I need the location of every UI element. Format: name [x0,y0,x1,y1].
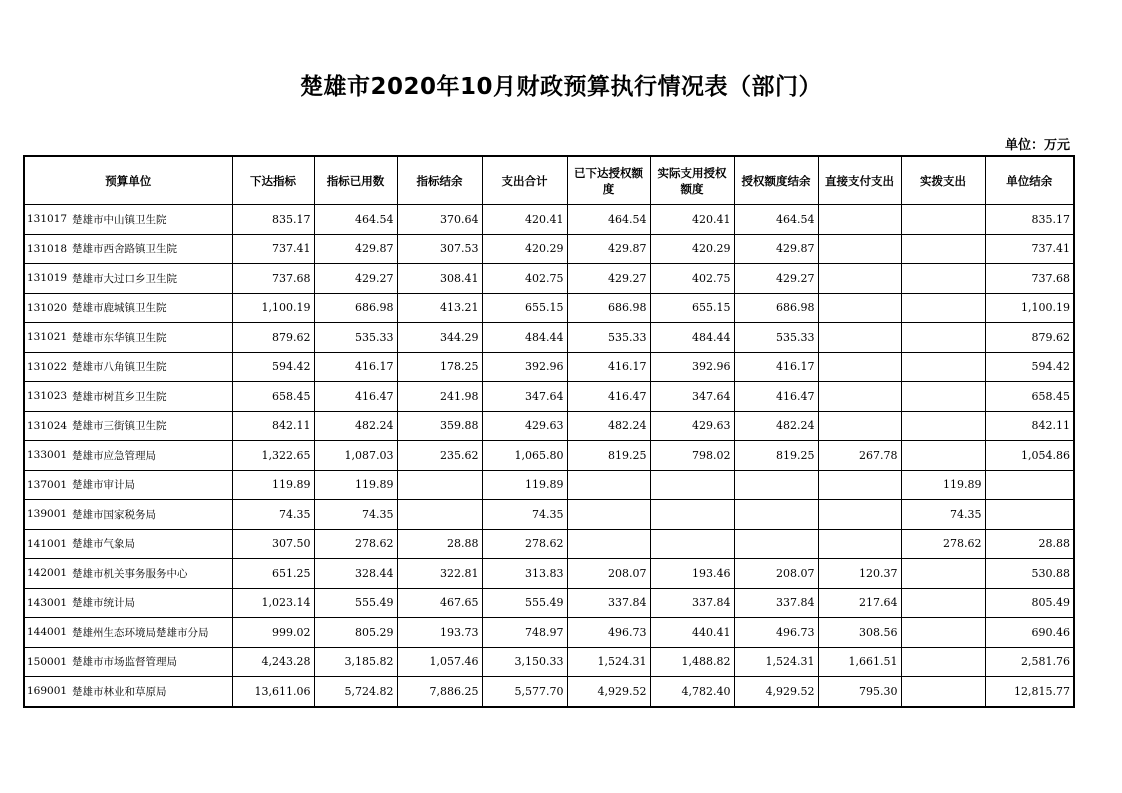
value-cell: 1,322.65 [232,441,314,471]
unit-code: 150001 [24,647,70,677]
value-cell: 484.44 [650,323,734,353]
value-cell: 737.68 [232,264,314,294]
value-cell: 313.83 [482,559,567,589]
value-cell [901,677,985,707]
value-cell: 420.41 [650,205,734,235]
value-cell: 535.33 [567,323,650,353]
value-cell: 686.98 [314,293,397,323]
value-cell: 1,065.80 [482,441,567,471]
value-cell [901,411,985,441]
table-body [24,205,1074,707]
value-cell: 999.02 [232,618,314,648]
value-cell: 413.21 [397,293,482,323]
value-cell: 530.88 [985,559,1074,589]
table-row [24,559,1074,589]
value-cell [567,529,650,559]
value-cell: 690.46 [985,618,1074,648]
value-cell: 416.47 [314,382,397,412]
value-cell: 337.84 [734,588,818,618]
value-cell [818,352,901,382]
value-cell: 464.54 [314,205,397,235]
value-cell: 4,782.40 [650,677,734,707]
value-cell: 4,929.52 [567,677,650,707]
value-cell [901,234,985,264]
value-cell: 686.98 [734,293,818,323]
value-cell: 235.62 [397,441,482,471]
value-cell: 535.33 [314,323,397,353]
unit-code: 131020 [24,293,70,323]
value-cell: 337.84 [650,588,734,618]
unit-name: 楚雄州生态环境局楚雄市分局 [70,618,232,648]
value-cell [818,264,901,294]
value-cell: 5,577.70 [482,677,567,707]
value-cell: 308.41 [397,264,482,294]
value-cell: 879.62 [232,323,314,353]
value-cell: 835.17 [985,205,1074,235]
value-cell: 658.45 [985,382,1074,412]
value-cell [818,234,901,264]
value-cell [901,352,985,382]
value-cell: 119.89 [901,470,985,500]
value-cell: 119.89 [232,470,314,500]
value-cell [397,500,482,530]
value-cell: 74.35 [232,500,314,530]
value-cell [650,529,734,559]
value-cell: 307.50 [232,529,314,559]
table-row [24,234,1074,264]
value-cell: 482.24 [314,411,397,441]
value-cell: 429.27 [567,264,650,294]
unit-code: 133001 [24,441,70,471]
value-cell: 429.27 [314,264,397,294]
unit-name: 楚雄市三街镇卫生院 [70,411,232,441]
unit-code: 137001 [24,470,70,500]
value-cell [650,470,734,500]
value-cell: 347.64 [482,382,567,412]
value-cell: 1,488.82 [650,647,734,677]
table-row [24,264,1074,294]
value-cell [397,470,482,500]
unit-name: 楚雄市市场监督管理局 [70,647,232,677]
value-cell [901,205,985,235]
value-cell [818,529,901,559]
value-cell [734,529,818,559]
value-cell: 267.78 [818,441,901,471]
col-header-actual-auth: 实际支用授权额度 [650,156,734,205]
value-cell: 344.29 [397,323,482,353]
value-cell: 193.46 [650,559,734,589]
value-cell: 402.75 [482,264,567,294]
value-cell: 3,150.33 [482,647,567,677]
value-cell: 416.17 [734,352,818,382]
value-cell [901,323,985,353]
table-row [24,293,1074,323]
value-cell: 28.88 [397,529,482,559]
value-cell [818,411,901,441]
value-cell: 2,581.76 [985,647,1074,677]
value-cell: 370.64 [397,205,482,235]
value-cell: 328.44 [314,559,397,589]
value-cell: 1,087.03 [314,441,397,471]
value-cell: 7,886.25 [397,677,482,707]
value-cell: 420.41 [482,205,567,235]
value-cell: 307.53 [397,234,482,264]
table-row [24,470,1074,500]
unit-name: 楚雄市树苴乡卫生院 [70,382,232,412]
value-cell [985,470,1074,500]
value-cell: 337.84 [567,588,650,618]
value-cell [818,470,901,500]
unit-name: 楚雄市大过口乡卫生院 [70,264,232,294]
value-cell: 74.35 [901,500,985,530]
value-cell: 278.62 [314,529,397,559]
value-cell: 464.54 [734,205,818,235]
value-cell: 482.24 [567,411,650,441]
value-cell: 278.62 [482,529,567,559]
value-cell: 1,661.51 [818,647,901,677]
table-row [24,500,1074,530]
unit-name: 楚雄市国家税务局 [70,500,232,530]
value-cell: 737.41 [985,234,1074,264]
value-cell [734,470,818,500]
unit-name: 楚雄市气象局 [70,529,232,559]
value-cell [818,293,901,323]
value-cell: 594.42 [985,352,1074,382]
col-header-authorized: 已下达授权额度 [567,156,650,205]
unit-name: 楚雄市审计局 [70,470,232,500]
table-row [24,382,1074,412]
table-row [24,588,1074,618]
unit-code: 131023 [24,382,70,412]
value-cell [734,500,818,530]
table-row [24,618,1074,648]
value-cell: 420.29 [650,234,734,264]
value-cell: 1,524.31 [567,647,650,677]
value-cell: 416.17 [567,352,650,382]
value-cell: 5,724.82 [314,677,397,707]
unit-code: 144001 [24,618,70,648]
value-cell: 322.81 [397,559,482,589]
value-cell: 278.62 [901,529,985,559]
table-row [24,647,1074,677]
value-cell: 655.15 [482,293,567,323]
value-cell [650,500,734,530]
table-row [24,411,1074,441]
unit-code: 131017 [24,205,70,235]
value-cell: 496.73 [734,618,818,648]
unit-label: 单位：万元 [1004,138,1070,153]
unit-code: 142001 [24,559,70,589]
unit-code: 139001 [24,500,70,530]
value-cell: 3,185.82 [314,647,397,677]
value-cell: 217.64 [818,588,901,618]
value-cell: 429.87 [567,234,650,264]
table-row [24,352,1074,382]
value-cell: 13,611.06 [232,677,314,707]
value-cell: 392.96 [482,352,567,382]
budget-table [23,155,1075,708]
unit-code: 141001 [24,529,70,559]
table-row [24,205,1074,235]
value-cell: 879.62 [985,323,1074,353]
value-cell: 1,100.19 [985,293,1074,323]
value-cell [901,382,985,412]
value-cell: 842.11 [232,411,314,441]
value-cell: 4,929.52 [734,677,818,707]
col-header-unit: 预算单位 [24,156,232,205]
value-cell: 795.30 [818,677,901,707]
value-cell: 74.35 [314,500,397,530]
value-cell [901,264,985,294]
value-cell: 241.98 [397,382,482,412]
unit-code: 131018 [24,234,70,264]
value-cell: 1,057.46 [397,647,482,677]
table-row [24,677,1074,707]
value-cell: 359.88 [397,411,482,441]
value-cell [818,382,901,412]
table-row [24,441,1074,471]
value-cell: 737.41 [232,234,314,264]
value-cell: 347.64 [650,382,734,412]
unit-code: 131022 [24,352,70,382]
unit-code: 143001 [24,588,70,618]
value-cell: 484.44 [482,323,567,353]
value-cell: 1,100.19 [232,293,314,323]
col-header-used: 指标已用数 [314,156,397,205]
value-cell: 464.54 [567,205,650,235]
unit-name: 楚雄市统计局 [70,588,232,618]
value-cell: 208.07 [567,559,650,589]
value-cell: 535.33 [734,323,818,353]
value-cell [901,647,985,677]
value-cell: 482.24 [734,411,818,441]
value-cell: 429.63 [482,411,567,441]
value-cell: 819.25 [567,441,650,471]
col-header-issued: 下达指标 [232,156,314,205]
value-cell: 119.89 [482,470,567,500]
value-cell: 74.35 [482,500,567,530]
value-cell: 594.42 [232,352,314,382]
value-cell: 819.25 [734,441,818,471]
value-cell: 805.29 [314,618,397,648]
value-cell: 555.49 [482,588,567,618]
value-cell: 416.17 [314,352,397,382]
value-cell: 429.87 [314,234,397,264]
col-header-allocated: 实拨支出 [901,156,985,205]
value-cell [901,441,985,471]
header-row [24,156,1074,205]
unit-code: 131024 [24,411,70,441]
value-cell: 842.11 [985,411,1074,441]
value-cell: 658.45 [232,382,314,412]
value-cell [818,205,901,235]
value-cell: 120.37 [818,559,901,589]
value-cell: 208.07 [734,559,818,589]
col-header-unit-balance: 单位结余 [985,156,1074,205]
value-cell: 748.97 [482,618,567,648]
value-cell: 429.27 [734,264,818,294]
value-cell [901,618,985,648]
value-cell: 416.47 [734,382,818,412]
value-cell: 416.47 [567,382,650,412]
value-cell: 392.96 [650,352,734,382]
value-cell [567,470,650,500]
unit-name: 楚雄市鹿城镇卫生院 [70,293,232,323]
value-cell: 467.65 [397,588,482,618]
value-cell: 4,243.28 [232,647,314,677]
unit-code: 131021 [24,323,70,353]
value-cell: 1,023.14 [232,588,314,618]
value-cell [567,500,650,530]
value-cell: 651.25 [232,559,314,589]
value-cell: 686.98 [567,293,650,323]
value-cell [901,559,985,589]
unit-name: 楚雄市应急管理局 [70,441,232,471]
value-cell: 308.56 [818,618,901,648]
value-cell: 119.89 [314,470,397,500]
value-cell: 12,815.77 [985,677,1074,707]
col-header-direct-pay: 直接支付支出 [818,156,901,205]
page-title: 楚雄市2020年10月财政预算执行情况表（部门） [299,74,823,100]
value-cell: 798.02 [650,441,734,471]
unit-name: 楚雄市西舍路镇卫生院 [70,234,232,264]
value-cell: 1,524.31 [734,647,818,677]
unit-code: 169001 [24,677,70,707]
value-cell [818,500,901,530]
value-cell: 429.63 [650,411,734,441]
unit-name: 楚雄市林业和草原局 [70,677,232,707]
unit-name: 楚雄市机关事务服务中心 [70,559,232,589]
table-row [24,323,1074,353]
value-cell: 496.73 [567,618,650,648]
unit-name: 楚雄市东华镇卫生院 [70,323,232,353]
value-cell: 420.29 [482,234,567,264]
value-cell: 429.87 [734,234,818,264]
col-header-auth-balance: 授权额度结余 [734,156,818,205]
value-cell: 440.41 [650,618,734,648]
value-cell: 737.68 [985,264,1074,294]
unit-code: 131019 [24,264,70,294]
value-cell: 193.73 [397,618,482,648]
value-cell [818,323,901,353]
value-cell [901,588,985,618]
value-cell: 555.49 [314,588,397,618]
table-row [24,529,1074,559]
unit-name: 楚雄市中山镇卫生院 [70,205,232,235]
value-cell: 805.49 [985,588,1074,618]
unit-name: 楚雄市八角镇卫生院 [70,352,232,382]
value-cell: 28.88 [985,529,1074,559]
value-cell [901,293,985,323]
value-cell: 655.15 [650,293,734,323]
value-cell: 402.75 [650,264,734,294]
value-cell: 178.25 [397,352,482,382]
col-header-expenditure: 支出合计 [482,156,567,205]
value-cell [985,500,1074,530]
value-cell: 835.17 [232,205,314,235]
value-cell: 1,054.86 [985,441,1074,471]
col-header-balance: 指标结余 [397,156,482,205]
